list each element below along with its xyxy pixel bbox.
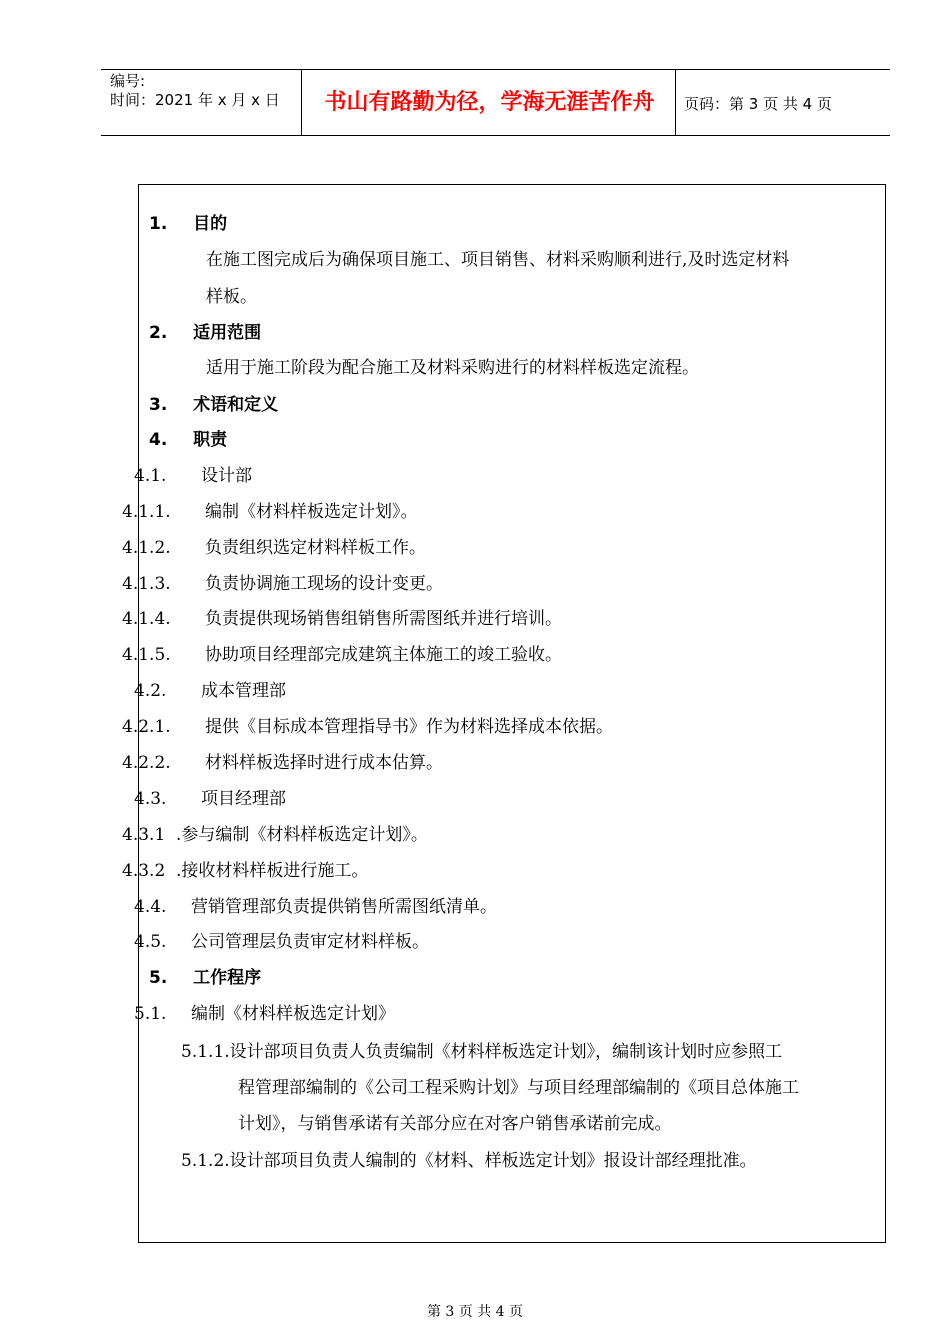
header-top-rule bbox=[101, 69, 890, 70]
procedure-line: 计划》，与销售承诺有关部分应在对客户销售承诺前完成。 bbox=[238, 1114, 672, 1134]
section-title: 职责 bbox=[193, 430, 228, 450]
page-footer: 第 3 页 共 4 页 bbox=[426, 1304, 524, 1320]
paragraph-line: 在施工图完成后为确保项目施工、项目销售、材料采购顺利进行,及时选定材料 bbox=[206, 250, 790, 270]
code-label: 编号: bbox=[110, 72, 146, 90]
item-text: 设计部 bbox=[201, 466, 252, 486]
item-number: 4.1.3. bbox=[122, 574, 171, 594]
item-number: 4.1.5. bbox=[122, 645, 171, 665]
item-text: 公司管理层负责审定材料样板。 bbox=[191, 932, 429, 952]
procedure-line: 5.1.1.设计部项目负责人负责编制《材料样板选定计划》，编制该计划时应参照工 bbox=[181, 1042, 783, 1062]
item-number: 4.2.2. bbox=[122, 753, 171, 773]
section-heading bbox=[149, 394, 278, 416]
item-text: 协助项目经理部完成建筑主体施工的竣工验收。 bbox=[205, 645, 562, 665]
item-text: .参与编制《材料样板选定计划》。 bbox=[176, 825, 428, 845]
item-text: 负责提供现场销售组销售所需图纸并进行培训。 bbox=[205, 609, 562, 629]
header-divider-right bbox=[675, 69, 676, 135]
header-divider-left bbox=[301, 69, 302, 135]
item-text: 负责组织选定材料样板工作。 bbox=[205, 538, 426, 558]
section-title: 工作程序 bbox=[193, 968, 262, 988]
section-heading bbox=[149, 322, 261, 344]
item-text: 项目经理部 bbox=[201, 789, 286, 809]
item-number: 4.1.1. bbox=[122, 502, 171, 522]
section-title: 目的 bbox=[193, 214, 228, 234]
item-number: 4.3. bbox=[134, 789, 167, 809]
item-number: 4.1. bbox=[134, 466, 167, 486]
item-text: 成本管理部 bbox=[201, 681, 286, 701]
page-label: 页码：第 3 页 共 4 页 bbox=[684, 95, 832, 113]
item-number: 4.4. bbox=[134, 897, 167, 917]
procedure-line: 程管理部编制的《公司工程采购计划》与项目经理部编制的《项目总体施工 bbox=[238, 1078, 799, 1098]
section-number: 5. bbox=[149, 968, 168, 988]
section-number: 2. bbox=[149, 323, 168, 343]
section-title: 适用范围 bbox=[193, 323, 262, 343]
item-number: 4.2. bbox=[134, 681, 167, 701]
section-heading bbox=[149, 967, 261, 989]
item-number: 4.3.1 bbox=[122, 825, 166, 845]
section-number: 3. bbox=[149, 395, 168, 415]
procedure-line: 5.1.2.设计部项目负责人编制的《材料、样板选定计划》报设计部经理批准。 bbox=[181, 1151, 757, 1171]
time-label: 时间：2021 年 x 月 x 日 bbox=[110, 91, 280, 109]
header-motto: 书山有路勤为径，学海无涯苦作舟 bbox=[324, 90, 655, 115]
section-heading bbox=[149, 213, 227, 235]
item-text: 提供《目标成本管理指导书》作为材料选择成本依据。 bbox=[205, 717, 613, 737]
section-number: 1. bbox=[149, 214, 168, 234]
item-text: 材料样板选择时进行成本估算。 bbox=[205, 753, 443, 773]
item-number: 4.1.4. bbox=[122, 609, 171, 629]
item-number: 4.3.2 bbox=[122, 861, 166, 881]
section-heading bbox=[149, 429, 227, 451]
header-bottom-rule bbox=[101, 135, 890, 136]
item-number: 4.5. bbox=[134, 932, 167, 952]
paragraph-line: 适用于施工阶段为配合施工及材料采购进行的材料样板选定流程。 bbox=[206, 358, 699, 378]
item-text: 编制《材料样板选定计划》 bbox=[191, 1004, 395, 1024]
section-title: 术语和定义 bbox=[193, 395, 279, 415]
item-text: 营销管理部负责提供销售所需图纸清单。 bbox=[191, 897, 497, 917]
section-number: 4. bbox=[149, 430, 168, 450]
paragraph-line: 样板。 bbox=[206, 287, 257, 307]
item-text: 负责协调施工现场的设计变更。 bbox=[205, 574, 443, 594]
item-text: .接收材料样板进行施工。 bbox=[176, 861, 369, 881]
item-number: 4.1.2. bbox=[122, 538, 171, 558]
item-number: 5.1. bbox=[134, 1004, 167, 1024]
item-number: 4.2.1. bbox=[122, 717, 171, 737]
item-text: 编制《材料样板选定计划》。 bbox=[205, 502, 418, 522]
